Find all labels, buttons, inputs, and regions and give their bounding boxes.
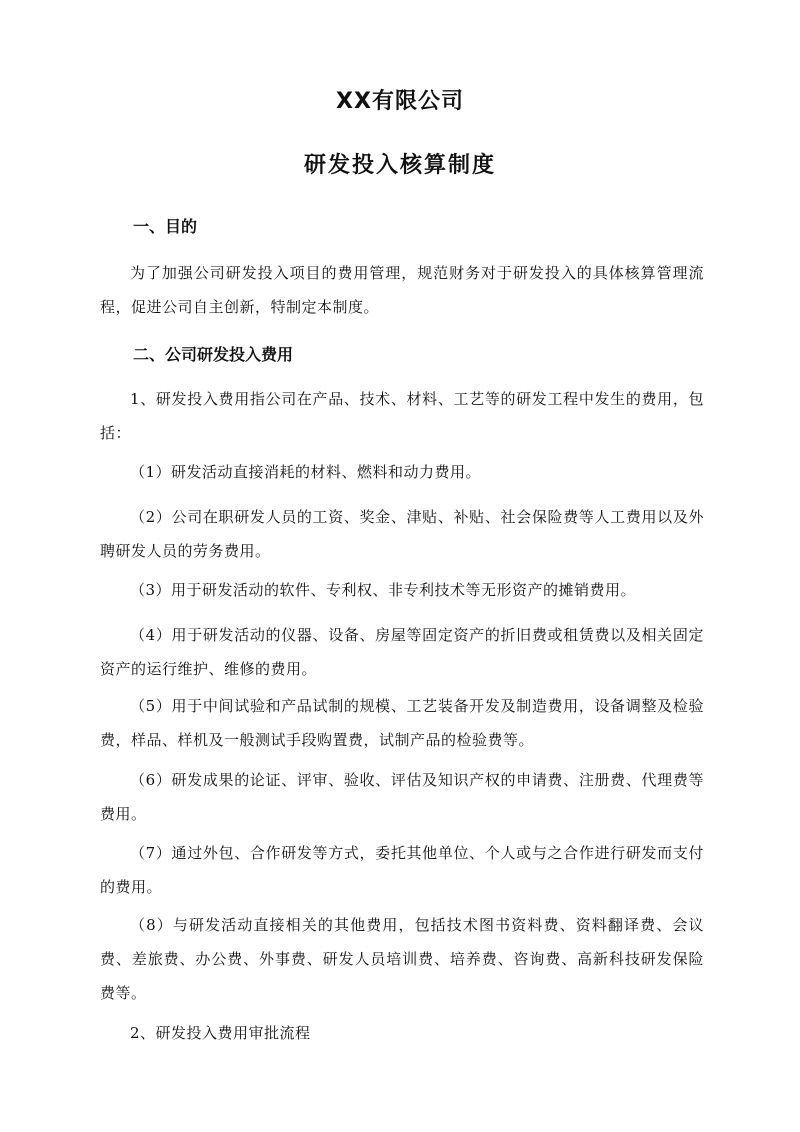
document-title: 研发投入核算制度 [303,153,496,178]
paragraph-item-4: （4）用于研发活动的仪器、设备、房屋等固定资产的折旧费或租赁费以及相关固定资产的运行维护、维修的费用。 [100,626,704,678]
section-heading-purpose: 一、目的 [133,217,198,236]
paragraph-item-3: （3）用于研发活动的软件、专利权、非专利技术等无形资产的摊销费用。 [130,581,637,599]
paragraph-item-1: （1）研发活动直接消耗的材料、燃料和动力费用。 [130,463,482,481]
paragraph-item-6: （6）研发成果的论证、评审、验收、评估及知识产权的申请费、注册费、代理费等费用。 [100,771,704,823]
paragraph-item-5: （5）用于中间试验和产品试制的规模、工艺装备开发及制造费用，设备调整及检验费，样品、样机及一般测试手段购置费，试制产品的检验费等。 [100,697,704,749]
company-name: XX有限公司 [336,89,464,114]
paragraph-expense-definition: 1、研发投入费用指公司在产品、技术、材料、工艺等的研发工程中发生的费用，包括： [100,390,704,442]
paragraph-item-7: （7）通过外包、合作研发等方式，委托其他单位、个人或与之合作进行研发而支付的费用。 [100,844,704,896]
paragraph-item-8: （8）与研发活动直接相关的其他费用，包括技术图书资料费、资料翻译费、会议费、差旅费、办公费、外事费、研发人员培训费、培养费、咨询费、高新科技研发保险费等。 [100,916,704,1002]
paragraph-item-2: （2）公司在职研发人员的工资、奖金、津贴、补贴、社会保险费等人工费用以及外聘研发人员的劳务费用。 [100,508,704,560]
paragraph-purpose: 为了加强公司研发投入项目的费用管理，规范财务对于研发投入的具体核算管理流程，促进公司自主创新，特制定本制度。 [100,264,704,316]
section-heading-expenses: 二、公司研发投入费用 [133,345,294,364]
paragraph-approval-process: 2、研发投入费用审批流程 [130,1024,311,1042]
